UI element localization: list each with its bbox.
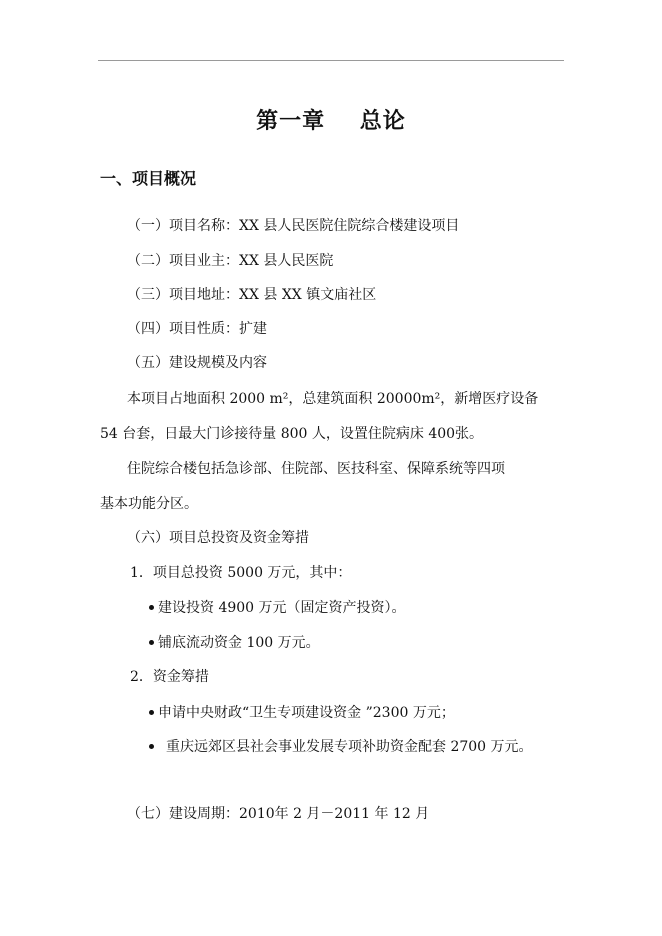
scale-paragraph-2-line-2: 基本功能分区。 bbox=[100, 496, 198, 512]
construction-period-line: （七）建设周期：2010年 2 月－2011 年 12 月 bbox=[127, 806, 430, 822]
scale-paragraph-1-line-1: 本项目占地面积 2000 m²，总建筑面积 20000m²，新增医疗设备 bbox=[127, 391, 539, 407]
investment-construction-text: 建设投资 4900 万元（固定资产投资）。 bbox=[158, 600, 406, 616]
project-address-line: （三）项目地址：XX 县 XX 镇文庙社区 bbox=[127, 287, 377, 303]
bullet-icon bbox=[149, 710, 154, 715]
investment-total-line: 1．项目总投资 5000 万元，其中： bbox=[130, 565, 352, 581]
project-owner-line: （二）项目业主：XX 县人民医院 bbox=[127, 253, 334, 269]
investment-working-text: 铺底流动资金 100 万元。 bbox=[158, 635, 320, 651]
scale-paragraph-2-line-1: 住院综合楼包括急诊部、住院部、医技科室、保障系统等四项 bbox=[127, 461, 505, 477]
funding-central-item bbox=[149, 703, 455, 723]
funding-local-item bbox=[149, 737, 533, 757]
investment-construction-item bbox=[149, 598, 406, 618]
investment-working-item bbox=[149, 633, 320, 653]
investment-heading: （六）项目总投资及资金筹措 bbox=[127, 530, 309, 546]
scale-heading: （五）建设规模及内容 bbox=[127, 355, 267, 371]
header-rule bbox=[98, 60, 564, 61]
bullet-icon bbox=[149, 605, 154, 610]
scale-paragraph-1-line-2: 54 台套，日最大门诊接待量 800 人，设置住院病床 400张。 bbox=[100, 426, 484, 442]
funding-heading: 2．资金筹措 bbox=[130, 669, 209, 685]
bullet-icon bbox=[149, 640, 154, 645]
chapter-title: 第一章 总论 bbox=[256, 109, 406, 134]
project-name-line: （一）项目名称：XX 县人民医院住院综合楼建设项目 bbox=[127, 218, 460, 234]
project-nature-line: （四）项目性质：扩建 bbox=[127, 321, 267, 337]
bullet-icon bbox=[149, 744, 154, 749]
section-heading: 一、项目概况 bbox=[100, 169, 197, 188]
funding-central-text: 申请中央财政“卫生专项建设资金 ”2300 万元； bbox=[158, 705, 455, 721]
funding-local-text: 重庆远郊区县社会事业发展专项补助资金配套 2700 万元。 bbox=[166, 739, 533, 755]
